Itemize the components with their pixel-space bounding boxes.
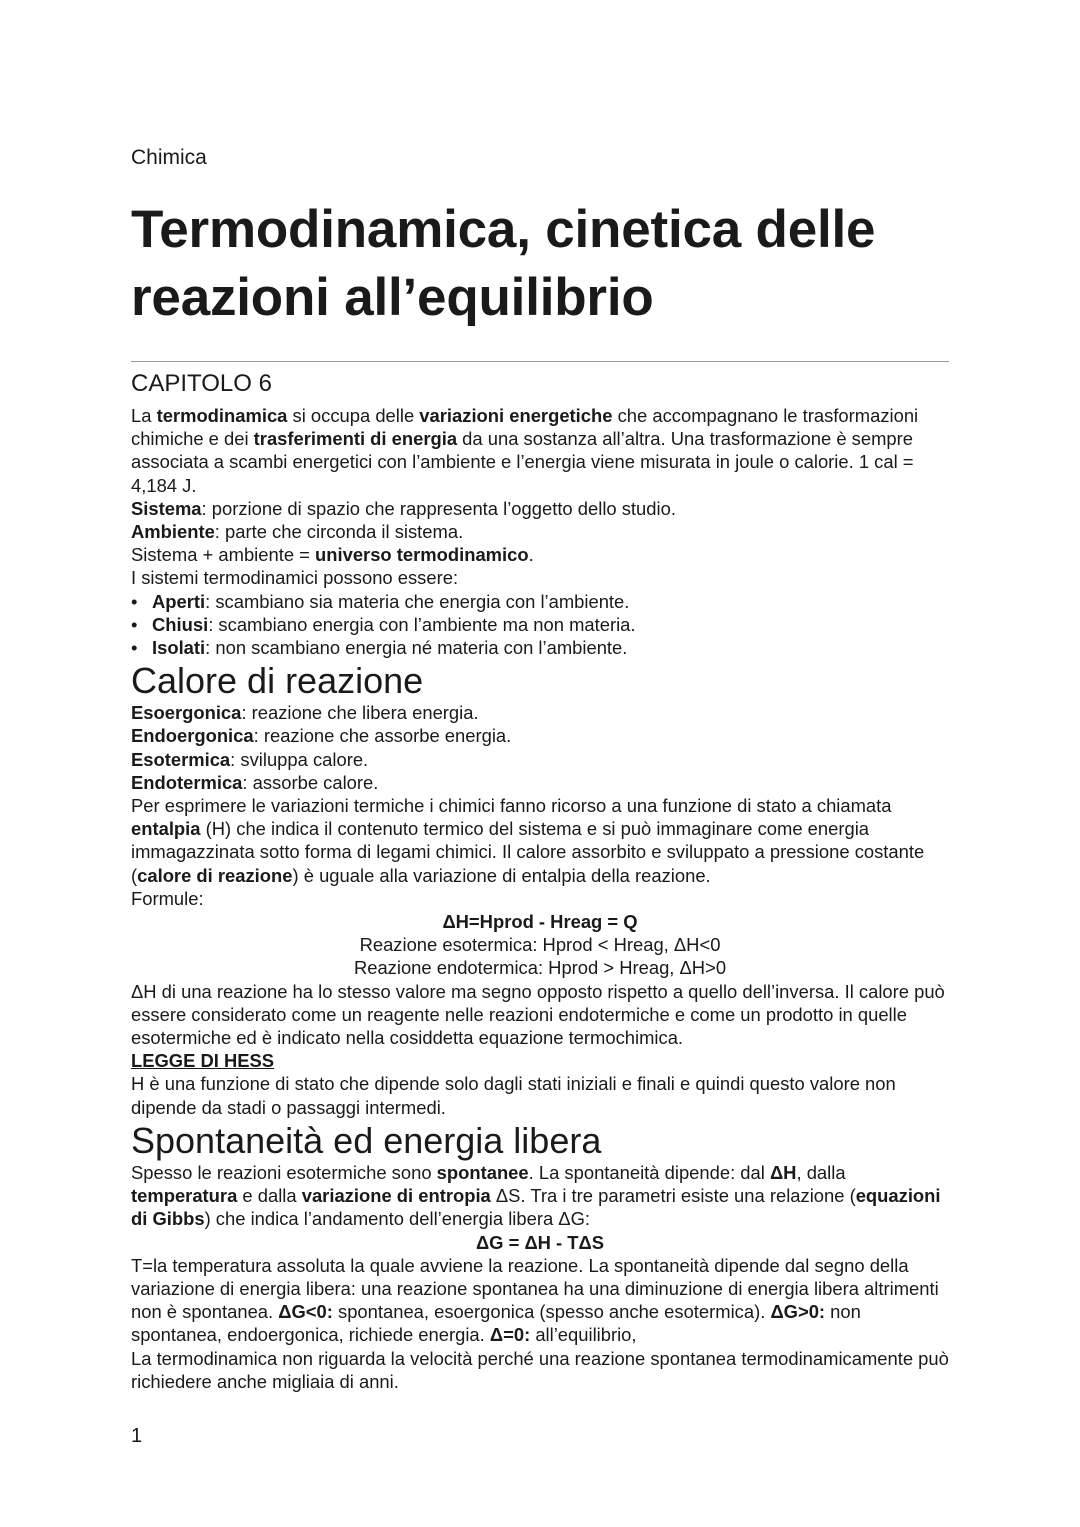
bullet-icon: • [131,637,138,659]
gibbs-paragraph [131,1161,949,1231]
definition-text: : non scambiano energia né materia con l’ambiente. [205,637,628,659]
formula-text: ΔG = ΔH - TΔS [475,1231,605,1253]
paragraph-text: , dalla [796,1161,846,1183]
paragraph-text: e dalla [237,1185,302,1207]
definition-endoergonica [131,724,949,747]
title-line-2: reazioni all’equilibrio [131,268,654,327]
formula-gibbs [131,1231,949,1254]
intro-text: che accompagnano le trasformazioni chimiche e dei [131,405,919,450]
paragraph-bold: entalpia [131,818,201,840]
systems-intro: I sistemi termodinamici possono essere: [131,567,459,589]
definition-text: . [528,544,534,566]
paragraph-text: non spontanea, endoergonica, richiede energia. [131,1301,861,1346]
definition-text: : sviluppa calore. [230,748,369,770]
term: Endoergonica [131,725,254,747]
term: Sistema [131,497,202,519]
paragraph-text: . La spontaneità dipende: dal [528,1161,770,1183]
paragraph-bold: ΔG>0: [770,1301,826,1323]
paragraph-bold: equazioni di Gibbs [131,1185,941,1230]
paragraph-text: all’equilibrio, [530,1324,637,1346]
list-item [131,613,949,636]
paragraph-bold: temperatura [131,1185,238,1207]
paragraph-bold: spontanee [436,1161,529,1183]
term: Esoergonica [131,702,242,724]
paragraph-text: ) è uguale alla variazione di entalpia della reazione. [292,864,711,886]
page-title [131,196,949,332]
hess-paragraph: H è una funzione di stato che dipende solo dagli stati iniziali e finali e quindi questo valore non dipende da stadi o passaggi intermedi. [131,1073,896,1118]
paragraph-text: ΔS. Tra i tre parametri esiste una relazione ( [490,1185,856,1207]
paragraph-bold: ΔG<0: [278,1301,333,1323]
inverse-paragraph: ΔH di una reazione ha lo stesso valore ma segno opposto rispetto a quello dell’inversa. Il calore può essere considerato come un reagente nelle reazioni endotermiche e come un prodotto in quelle esotermiche ed è indicato nella cosiddetta equazione termochimica. [131,980,945,1049]
closing-paragraph: La termodinamica non riguarda la velocità perché una reazione spontanea termodinamicamente può richiedere anche migliaia di anni. [131,1347,949,1392]
definition-text: : scambiano energia con l’ambiente ma non materia. [208,613,636,635]
definition-text: Sistema + ambiente = [131,544,316,566]
formula-text: ΔH=Hprod - Hreag = Q [442,911,638,933]
section-heading-calore: Calore di reazione [131,660,424,702]
term: Endotermica [131,771,243,793]
hess-heading: LEGGE DI HESS [131,1050,275,1072]
section-heading-spontaneita: Spontaneità ed energia libera [131,1119,602,1161]
paragraph-text: spontanea, esoergonica (spesso anche esotermica). [332,1301,771,1323]
list-item [131,636,949,659]
paragraph-bold: calore di reazione [137,864,293,886]
intro-text: La [131,405,157,426]
formula-endotermica: Reazione endotermica: Hprod > Hreag, ΔH>0 [353,957,727,979]
intro-bold: trasferimenti di energia [253,428,458,450]
definition-text: : scambiano sia materia che energia con l’ambiente. [205,590,630,612]
paragraph-text: Per esprimere le variazioni termiche i chimici fanno ricorso a una funzione di stato a chiamata [131,795,892,817]
paragraph-text: (H) che indica il contenuto termico del sistema e si può immaginare come energia immagazzinata sotto forma di legami chimici. Il calore assorbito e sviluppato a pressione costante ( [131,818,925,886]
bullet-icon: • [131,613,138,635]
definition-esoergonica [131,701,949,724]
formula-delta-h [131,910,949,933]
term: Ambiente [131,521,215,543]
paragraph-text: T=la temperatura assoluta la quale avviene la reazione. La spontaneità dipende dal segno della variazione di energia libera: una reazione spontanea ha una diminuzione di energia libera altrimenti non è spontanea. [131,1254,939,1323]
definition-text: : porzione di spazio che rappresenta l’oggetto dello studio. [201,497,676,519]
term: Aperti [152,590,206,612]
formula-esotermica: Reazione esotermica: Hprod < Hreag, ΔH<0 [359,934,721,956]
definition-universo [131,543,949,566]
intro-bold: variazioni energetiche [419,405,613,426]
definition-text: : reazione che libera energia. [241,702,479,724]
term: Isolati [152,637,206,659]
definition-text: : reazione che assorbe energia. [253,725,512,747]
formule-label: Formule: [131,887,204,909]
term: universo termodinamico [315,544,529,566]
content-body [131,368,949,1393]
systems-list [131,590,949,660]
paragraph-text: ) che indica l’andamento dell’energia libera ΔG: [204,1208,591,1230]
intro-text: si occupa delle [287,405,420,426]
list-item [131,590,949,613]
definition-esotermica [131,748,949,771]
definition-endotermica [131,771,949,794]
paragraph-bold: ΔH [769,1161,797,1183]
paragraph-text: Spesso le reazioni esotermiche sono [131,1161,437,1183]
intro-paragraph [131,404,949,497]
spontaneity-paragraph [131,1254,949,1347]
page-number: 1 [131,1425,143,1447]
title-divider [131,361,949,362]
chapter-label: CAPITOLO 6 [131,370,272,397]
intro-text: da una sostanza all’altra. Una trasformazione è sempre associata a scambi energetici con l’ambiente e l’energia viene misurata in joule o calorie. 1 cal = 4,184 J. [131,428,914,496]
title-line-1: Termodinamica, cinetica delle [131,200,876,259]
definition-text: : assorbe calore. [242,771,379,793]
definition-text: : parte che circonda il sistema. [214,521,464,543]
term: Chiusi [152,613,209,635]
definition-ambiente [131,520,949,543]
term: Esotermica [131,748,231,770]
paragraph-bold: variazione di entropia [301,1185,491,1207]
definition-sistema [131,497,949,520]
bullet-icon: • [131,590,138,612]
entalpia-paragraph [131,794,949,887]
subject-label: Chimica [131,146,207,169]
paragraph-bold: Δ=0: [489,1324,531,1346]
intro-bold: termodinamica [156,405,288,426]
